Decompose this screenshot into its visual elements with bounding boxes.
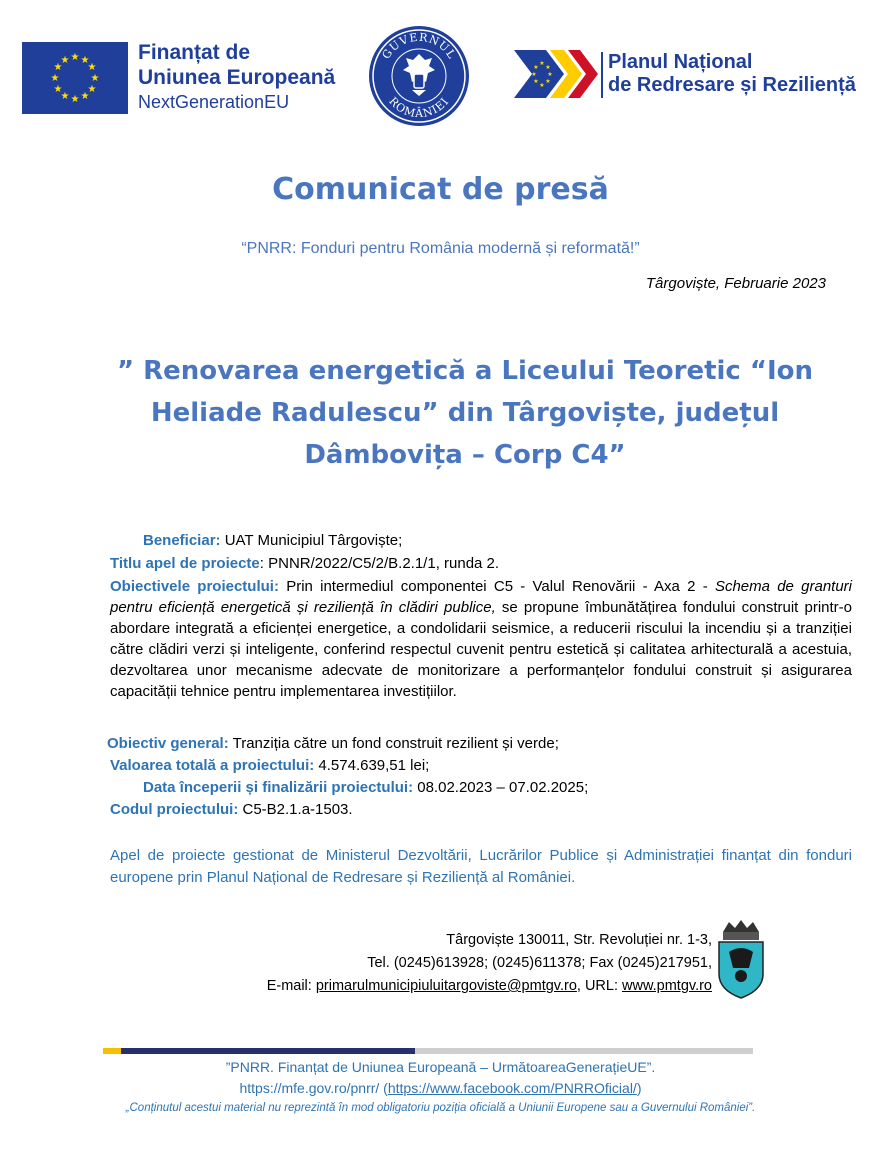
svg-text:★: ★: [53, 84, 63, 95]
pnrr-line1: Planul Național: [608, 51, 753, 73]
obiective-text-1: Prin intermediul componentei C5 - Valul Renovării - Axa 2 -: [278, 578, 715, 595]
valoare-field: [110, 755, 429, 776]
obiectiv-general-label: Obiectiv general:: [107, 735, 229, 752]
pnrr-logo-text: [608, 51, 856, 97]
press-release-subtitle: “PNRR: Fonduri pentru România modernă și reformată!”: [241, 240, 640, 257]
footer-mfe-link[interactable]: https://mfe.gov.ro/pnrr/ (: [239, 1080, 388, 1096]
obiective-label: Obiectivele proiectului:: [110, 578, 279, 595]
valoare-label: Valoarea totală a proiectului:: [110, 757, 315, 774]
svg-text:★: ★: [60, 55, 70, 66]
eu-flag-icon: [22, 42, 128, 114]
project-title: ” Renovarea energetică a Liceului Teoretic “Ion Heliade Radulescu” din Târgoviște, județul Dâmbovița – Corp C4”: [116, 356, 814, 470]
city-crest-icon: [715, 918, 767, 1000]
url-link[interactable]: www.pmtgv.ro: [622, 978, 712, 994]
obiectiv-general-field: [107, 733, 559, 754]
contact-email-line: [160, 975, 712, 998]
svg-text:★: ★: [533, 64, 539, 71]
pnrr-flag-icon: [514, 50, 598, 98]
svg-text:★: ★: [545, 64, 551, 71]
beneficiar-field: [143, 530, 402, 551]
beneficiar-value: UAT Municipiul Târgoviște;: [220, 532, 403, 549]
seal-bottom-text: ROMÂNIEI: [386, 94, 452, 121]
cod-value: C5-B2.1.a-1503.: [238, 801, 353, 818]
footer-slogan: ”PNRR. Finanțat de Uniunea Europeană – UrmătoareaGenerațieUE”.: [225, 1059, 656, 1075]
contact-block: [160, 929, 712, 998]
obiective-text-italic: Schema de granturi pentru eficiență energetică și reziliență în clădiri publice,: [110, 578, 852, 616]
svg-text:★: ★: [70, 52, 80, 63]
svg-text:★: ★: [60, 91, 70, 102]
eu-funding-text: [138, 40, 335, 114]
press-release-title: Comunicat de presă: [272, 172, 609, 207]
email-link[interactable]: primarulmunicipiuluitargoviste@pmtgv.ro: [315, 978, 577, 994]
svg-text:★: ★: [53, 62, 63, 73]
footer-link-suffix: ): [636, 1080, 642, 1096]
data-label: Data începerii și finalizării proiectului:: [143, 779, 414, 796]
svg-text:★: ★: [533, 78, 539, 85]
valoare-value: 4.574.639,51 lei;: [314, 757, 430, 774]
footer-colored-bar: [103, 1048, 753, 1054]
footer-disclaimer: „Conținutul acestui material nu reprezintă în mod obligatoriu poziția oficială a Uniunii Europene sau a Guvernului României”.: [125, 1102, 756, 1114]
eu-logo-line3: NextGenerationEU: [138, 92, 290, 112]
apel-paragraph: Apel de proiecte gestionat de Ministerul Dezvoltării, Lucrărilor Publice și Administrației finanțat din fonduri europene prin Planul Național de Redresare și Reziliență al României.: [110, 847, 852, 886]
contact-phones: Tel. (0245)613928; (0245)611378; Fax (0245)217951,: [367, 955, 712, 971]
svg-text:★: ★: [539, 82, 545, 89]
press-release-date: Târgoviște, Februarie 2023: [645, 275, 826, 292]
contact-address: Târgoviște 130011, Str. Revoluției nr. 1-3,: [446, 932, 712, 948]
footer-links: [0, 1080, 881, 1096]
beneficiar-label: Beneficiar:: [143, 532, 221, 549]
data-value: 08.02.2023 – 07.02.2025;: [413, 779, 589, 796]
svg-text:★: ★: [87, 84, 97, 95]
email-label: E-mail:: [266, 978, 316, 994]
obiective-field: [110, 576, 852, 702]
svg-text:★: ★: [87, 62, 97, 73]
pnrr-divider: [601, 52, 603, 98]
svg-text:★: ★: [70, 94, 80, 105]
url-label: , URL:: [576, 978, 623, 994]
eu-logo-line2: Uniunea Europeană: [138, 66, 336, 89]
cod-field: [110, 799, 353, 820]
svg-text:★: ★: [547, 71, 553, 78]
government-seal-icon: [368, 24, 470, 128]
pnrr-line2: de Redresare și Reziliență: [608, 74, 856, 96]
svg-text:★: ★: [90, 73, 100, 84]
obiectiv-general-value: Tranziția către un fond construit rezilient și verde;: [228, 735, 559, 752]
svg-text:★: ★: [539, 60, 545, 67]
svg-text:★: ★: [80, 91, 90, 102]
footer-facebook-link[interactable]: https://www.facebook.com/PNRROficial/: [387, 1080, 637, 1096]
svg-text:★: ★: [531, 71, 537, 78]
titlu-apel-value: : PNNR/2022/C5/2/B.2.1/1, runda 2.: [259, 555, 500, 572]
cod-label: Codul proiectului:: [110, 801, 239, 818]
titlu-apel-label: Titlu apel de proiecte: [110, 555, 260, 572]
data-field: [143, 777, 588, 798]
obiective-text-2: se propune îmbunătățirea fondului construit printr-o abordare integrată a eficienței energetice, a condolidarii seismice, a reducerii riscului la incendiu și a tranziției către clădiri verzi și inteligente, conferind respectul cuvenit pentru estetică și calitatea arhitecturală a acestuia, dezvoltarea unor mecanisme adecvate de monitorizare a performanțelor fondului construit și asigurarea capacității tehnice pentru implementarea investițiilor.: [110, 599, 852, 700]
titlu-apel-field: [110, 553, 499, 574]
svg-text:★: ★: [80, 55, 90, 66]
eu-logo-line1: Finanțat de: [138, 41, 251, 64]
seal-top-text: GUVERNUL: [379, 30, 459, 62]
svg-text:★: ★: [545, 78, 551, 85]
svg-text:★: ★: [50, 73, 60, 84]
